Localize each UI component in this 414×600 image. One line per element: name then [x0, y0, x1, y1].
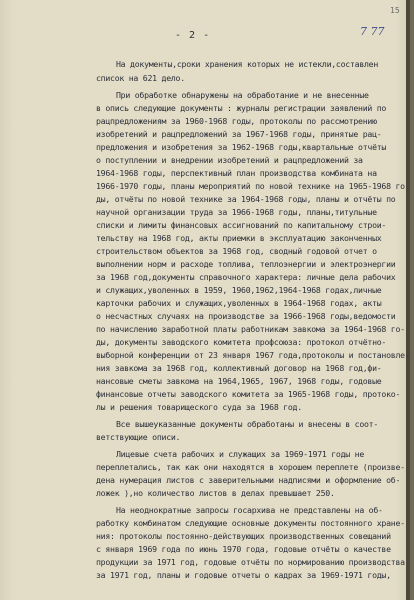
corner-mark: 15: [390, 6, 400, 15]
text-line: переплетались, так как они находятся в хорошем переплете (произве-: [96, 462, 405, 472]
text-line: дена нумерация листов с заверительными надписями и оформление об-: [96, 475, 401, 485]
text-line: ды, отчёты по новой технике за 1964-1968 годы, планы и отчёты по: [96, 194, 396, 204]
text-line: в опись следующие документы : журналы регистрации заявлений по: [96, 103, 387, 113]
text-line: предложения и изобретения за 1962-1968 годы,квартальные отчёты: [96, 142, 387, 152]
text-line: работку комбинатом следующие основные документы постоянного хране-: [96, 518, 405, 528]
text-line: список на 621 дело.: [96, 73, 185, 83]
text-line: рацпредложениям за 1960-1968 годы, протоколы по рассмотрению: [96, 116, 377, 126]
text-line: нансовые сметы завкома на 1964,1965, 1967, 1968 годы, годовые: [96, 376, 382, 386]
text-line: ния завкома за 1968 год, коллективный договор на 1968 год,фи-: [96, 363, 382, 373]
text-line: Лицевые счета рабочих и служащих за 1969-1971 годы не: [116, 449, 365, 459]
text-line: 1964-1968 годы, перспективный план производства комбината на: [96, 168, 377, 178]
page-number: - 2 -: [175, 30, 211, 41]
text-line: выполнении норм и расходе топлива, теплоэнергии и электроэнергии: [96, 259, 396, 269]
text-line: строительством объектов за 1968 год, сводный годовой отчет о: [96, 246, 377, 256]
text-line: карточки рабочих и служащих,уволенных в 1964-1968 годах, акты: [96, 298, 382, 308]
archive-number-stamp: 7 77: [360, 25, 385, 38]
text-line: На документы,сроки хранения которых не истекли,составлен: [116, 59, 379, 69]
text-line: за 1968 год,документы справочного характера: личные дела рабочих: [96, 272, 396, 282]
text-line: лы и решения товарищеского суда за 1968 год.: [96, 402, 302, 412]
text-line: выборной конференции от 23 января 1967 года,протоколы и постановле-: [96, 350, 410, 360]
text-line: ния: протоколы постоянно-действующих производственных совещаний: [96, 531, 391, 541]
text-line: за 1971 год, планы и годовые отчеты о кадрах за 1969-1971 годы,: [96, 570, 391, 580]
text-line: ветствующие описи.: [96, 432, 181, 442]
text-line: изобретений и рацпредложений за 1967-1968 годы, принятые рац-: [96, 129, 382, 139]
text-line: с января 1969 года по июнь 1970 года, годовые отчёты о качестве: [96, 544, 391, 554]
text-line: На неоднократные запросы госархива не представлены на об-: [116, 505, 383, 515]
text-line: ды, документы заводского комитета профсоюза: протокол отчётно-: [96, 337, 387, 347]
text-line: о несчастных случаях на производстве за 1966-1968 годы,ведомости: [96, 311, 396, 321]
text-line: по начислению заработной платы работникам завкома за 1964-1968 го-: [96, 324, 405, 334]
text-line: о поступлении и внедрении изобретений и рацпредложений за: [96, 155, 363, 165]
page-edge-shadow: [406, 0, 410, 600]
text-line: Все вышеуказанные документы обработаны и внесены в соот-: [116, 419, 379, 429]
text-line: списки и лимиты финансовых ассигнований по капитальному строи-: [96, 220, 387, 230]
text-line: тельству на 1968 год, акты приемки в эксплуатацию законченных: [96, 233, 382, 243]
text-line: финансовые отчеты заводского комитета за 1965-1968 годы, протоко-: [96, 389, 401, 399]
text-line: научной организации труда за 1966-1968 годы, планы,титульные: [96, 207, 377, 217]
text-line: ложек ),но количество листов в делах превышает 250.: [96, 488, 335, 498]
text-line: и служащих,уволенных в 1959, 1960,1962,1964-1968 годах,личные: [96, 285, 382, 295]
text-line: При обработке обнаружены на обработание и не внесенные: [116, 90, 369, 100]
text-line: продукции за 1971 год, годовые отчёты по нормированию производства: [96, 557, 405, 567]
text-line: 1966-1970 годы, планы мероприятий по новой технике на 1965-1968 го: [96, 181, 405, 191]
